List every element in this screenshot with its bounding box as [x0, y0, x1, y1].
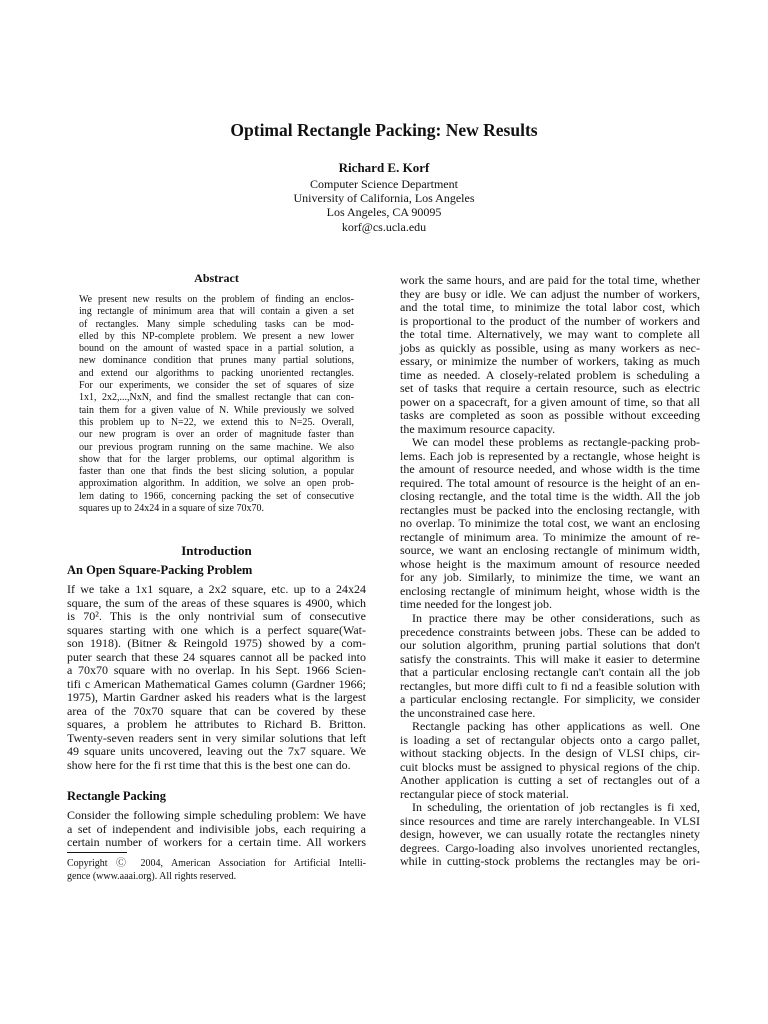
right-line: they are busy or idle. We can adjust the number of workers,	[400, 286, 700, 301]
paper-title: Optimal Rectangle Packing: New Results	[230, 120, 538, 140]
affiliation-department: Computer Science Department	[310, 177, 458, 191]
intro-line: a 70x70 square with no overlap. In his Sept. 1966 Scien-	[67, 663, 366, 677]
abstract-line: tain them for a given value of N. While previously we solved	[79, 404, 354, 416]
right-line: cuit blocks must be assigned to physical regions of the chip.	[400, 759, 700, 774]
right-line: power on a spacecraft, for a given amount of time, so that all	[400, 394, 700, 409]
right-line: the unconstrained case here.	[400, 705, 536, 720]
right-paragraph-1	[400, 274, 700, 436]
abstract-body	[79, 294, 354, 515]
abstract-line: ing rectangle of minimum area that will contain a given a set	[79, 306, 354, 318]
right-line: rectangle of minimum area. To minimize the amount of re-	[400, 529, 700, 544]
abstract-line: lem dating to 1966, concerning packing the set of consecutive	[79, 490, 354, 502]
right-line: Another application is cutting a set of rectangles out of a	[400, 773, 700, 787]
intro-line: son 1918). (Bitner & Reingold 1975) showed by a com-	[67, 636, 366, 650]
abstract-line: For our experiments, we consider the set of squares of size	[79, 380, 354, 392]
abstract-line: We present new results on the problem of finding an enclos-	[79, 294, 354, 305]
right-line: set of tasks that require a certain resource, such as electric	[400, 381, 700, 395]
right-line: tasks are completed as soon as possible without exceeding	[400, 408, 700, 422]
affiliation-address: Los Angeles, CA 90095	[326, 205, 442, 220]
right-line: time as needed. A closely-related problem is scheduling a	[400, 367, 700, 382]
right-line: satisfy the constraints. This will make it easier to determine	[400, 651, 700, 666]
footnote-rule	[67, 852, 127, 853]
right-line: no overlap. To minimize the total cost, we want an enclosing	[400, 516, 700, 530]
right-line: and the total time, to minimize the total labor cost, which	[400, 300, 700, 314]
abstract-line: approximation algorithm. In addition, we solve an open prob-	[79, 478, 354, 490]
right-line: enclosing rectangle of minimum height, whose width is the	[400, 583, 700, 598]
right-line: the amount of resource needed, and whose width is the time	[400, 462, 700, 476]
rectangle-packing-paragraph	[67, 809, 366, 850]
right-line: time needed for the longest job.	[400, 597, 552, 611]
right-paragraph-4	[400, 720, 700, 801]
affiliation-email: korf@cs.ucla.edu	[341, 219, 427, 234]
right-line: Rectangle packing has other applications as well. One	[412, 719, 700, 733]
intro-line: 49 square units uncovered, leaving out the 7x7 square. We	[67, 744, 366, 758]
right-line: the maximum resource capacity.	[400, 421, 556, 436]
footnote-line: Copyright Ⓒ 2004, American Association for Artificial Intelli-	[67, 858, 366, 869]
right-line: required. The total amount of resource is the height of an en-	[400, 475, 700, 490]
intro-line: square, the sum of the areas of these squares is 4900, which	[67, 595, 366, 610]
abstract-line: squares up to 24x24 in a square of size 70x70.	[79, 503, 264, 515]
intro-line: show here for the fi rst time that this is the best one can do.	[67, 757, 351, 772]
right-paragraph-5	[400, 801, 700, 869]
intro-line: squares starting with one which is a perfect square(Wat-	[67, 622, 366, 637]
abstract-line: of rectangles. Many simple scheduling tasks can be mod-	[79, 318, 354, 330]
right-line: while in cutting-stock problems the rectangles may be ori-	[400, 854, 700, 868]
rp-line: certain number of workers for a certain time. All workers	[67, 835, 366, 849]
intro-line: If we take a 1x1 square, a 2x2 square, etc. up to a 24x24	[67, 582, 366, 596]
right-line: degrees. Cargo-loading also involves unoriented rectangles,	[400, 840, 700, 855]
affiliation-university: University of California, Los Angeles	[293, 191, 475, 206]
author-affiliation	[0, 177, 768, 234]
right-line: We can model these problems as rectangle-packing prob-	[412, 435, 700, 449]
right-line: since resources and time are rarely interchangeable. In VLSI	[400, 813, 700, 828]
right-line: essary, or minimize the number of workers, taking as much	[400, 354, 700, 368]
right-line: precedence constraints between jobs. These can be added to	[400, 624, 700, 639]
intro-line: area of the 70x70 square that can be covered by these	[67, 703, 366, 718]
abstract-line: 1x1, 2x2,...,NxN, and find the smallest rectangle that can con-	[79, 392, 354, 404]
rp-line: Consider the following simple scheduling problem: We have	[67, 808, 366, 822]
rp-line: a set of independent and indivisible jobs, each requiring a	[67, 821, 366, 836]
right-line: rectangles must be packed into the enclosing rectangle, with	[400, 502, 700, 517]
right-paragraph-2	[400, 436, 700, 612]
right-line: jobs as quickly as possible, using as many workers as nec-	[400, 340, 700, 355]
intro-line: puter search that these 24 squares cannot all be packed into	[67, 649, 366, 664]
footnote-line: gence (www.aaai.org). All rights reserved.	[67, 870, 237, 882]
abstract-line: this problem up to N=22, we extend this to N=25. Overall,	[79, 416, 354, 428]
right-line: lems. Each job is represented by a rectangle, whose height is	[400, 448, 700, 463]
abstract-line: our previous program running on the same machine. We also	[79, 441, 354, 453]
abstract-line: and extend our algorithms to packing unoriented rectangles.	[79, 367, 354, 379]
right-line: is proportional to the product of the number of workers and	[400, 313, 700, 328]
abstract-line: bound on the amount of wasted space in a partial solution, a	[79, 343, 354, 355]
right-line: is loading a set of rectangular objects onto a cargo pallet,	[400, 732, 700, 747]
abstract-heading: Abstract	[194, 271, 239, 285]
right-line: without stacking objects. In the design of VLSI chips, cir-	[400, 746, 700, 760]
abstract-line: faster than one that finds the best slicing solution, a popular	[79, 466, 354, 478]
abstract-line: our new program is over an order of magnitude faster than	[79, 429, 354, 441]
intro-line: Twenty-seven readers sent in very similar solutions that left	[67, 730, 366, 745]
open-problem-subheading: An Open Square-Packing Problem	[67, 563, 253, 577]
abstract-line: show that for the larger problems, our optimal algorithm is	[79, 453, 354, 465]
abstract-line: new dominance condition that prunes many partial solutions,	[79, 355, 354, 367]
right-line: a particular enclosing rectangle. For simplicity, we consider	[400, 692, 700, 706]
right-line: that a particular enclosing rectangle can't contain all the job	[400, 665, 700, 679]
right-line: for any job. Similarly, to minimize the time, we want an	[400, 570, 700, 584]
right-paragraph-3	[400, 612, 700, 720]
right-line: whose height is the maximum amount of resource needed	[400, 556, 700, 571]
rectangle-packing-subheading: Rectangle Packing	[67, 789, 166, 803]
right-line: In practice there may be other considerations, such as	[412, 611, 700, 625]
right-line: In scheduling, the orientation of job rectangles is fi xed,	[412, 800, 700, 814]
author-name: Richard E. Korf	[338, 160, 430, 175]
introduction-heading: Introduction	[181, 543, 252, 558]
right-line: source, we want an enclosing rectangle of minimum width,	[400, 543, 700, 557]
intro-line: tifi c American Mathematical Games column (Gardner 1966;	[67, 676, 366, 691]
introduction-paragraph	[67, 583, 366, 772]
right-line: our solution algorithm, pruning partial solutions that don't	[400, 638, 700, 652]
copyright-footnote	[67, 858, 366, 883]
right-line: rectangular piece of stock material.	[400, 786, 569, 801]
intro-line: is 70². This is the only nontrivial sum of consecutive	[67, 609, 366, 623]
abstract-line: elled by this NP-complete problem. We present a new lower	[79, 330, 354, 342]
right-line: closing rectangle, and the total time is the width. All the job	[400, 489, 700, 503]
right-line: the total time. Alternatively, we may want to complete all	[400, 327, 700, 341]
right-line: rectangles, but more diffi cult to fi nd a feasible solution with	[400, 678, 700, 693]
right-line: design, however, we can usually rotate the rectangles ninety	[400, 827, 700, 841]
right-line: work the same hours, and are paid for the total time, whether	[400, 273, 700, 287]
intro-line: 1975), Martin Gardner asked his readers what is the largest	[67, 690, 366, 704]
intro-line: squares, a problem he attributes to Richard B. Britton.	[67, 717, 366, 731]
